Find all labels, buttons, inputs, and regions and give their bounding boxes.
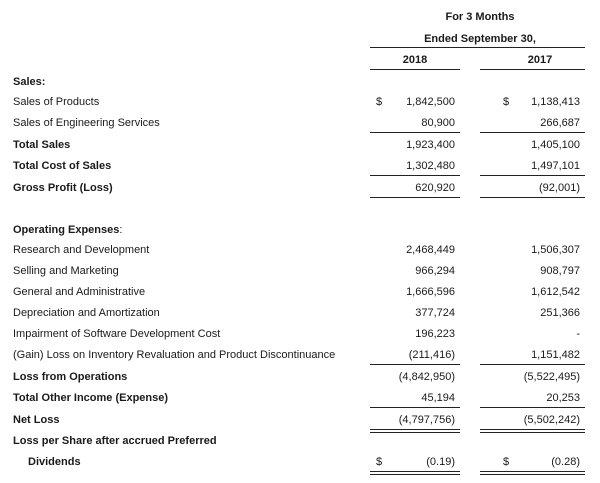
row-label: Net Loss bbox=[13, 414, 60, 426]
value-2018: (0.19) bbox=[426, 456, 455, 468]
value-2017: - bbox=[576, 328, 580, 340]
subtotal-rule-2018 bbox=[370, 407, 460, 408]
value-2018: 1,842,500 bbox=[406, 96, 455, 108]
subtotal-rule-2017 bbox=[480, 175, 585, 176]
dollar-sign-2018: $ bbox=[376, 96, 383, 108]
row-label: Sales of Products bbox=[13, 96, 100, 108]
row-label: Loss from Operations bbox=[13, 371, 128, 383]
value-2018: 620,920 bbox=[415, 182, 455, 194]
value-2017: (92,001) bbox=[539, 182, 580, 194]
net-loss-double-rule-2018 bbox=[370, 429, 460, 433]
subtotal-rule-2018 bbox=[370, 364, 460, 365]
subtotal-rule-2017 bbox=[480, 132, 585, 133]
value-2017: 908,797 bbox=[540, 265, 580, 277]
value-2017: 266,687 bbox=[540, 117, 580, 129]
value-2018: 2,468,449 bbox=[406, 244, 455, 256]
value-2018: 377,724 bbox=[415, 307, 455, 319]
dollar-sign-2018: $ bbox=[376, 456, 383, 468]
row-label: Total Sales bbox=[13, 139, 71, 151]
row-label-colon: : bbox=[119, 224, 123, 236]
header-rule bbox=[370, 47, 585, 48]
subtotal-rule-2017 bbox=[480, 407, 585, 408]
value-2018: 966,294 bbox=[415, 265, 455, 277]
total-rule-2017 bbox=[480, 197, 585, 198]
value-2017: (0.28) bbox=[551, 456, 580, 468]
value-2017: 1,138,413 bbox=[531, 96, 580, 108]
value-2017: 1,497,101 bbox=[531, 160, 580, 172]
value-2018: 196,223 bbox=[415, 328, 455, 340]
year-a-rule bbox=[370, 69, 460, 70]
total-rule-2018 bbox=[370, 197, 460, 198]
period-header-line2: Ended September 30, bbox=[424, 33, 536, 45]
row-label: Loss per Share after accrued Preferred bbox=[13, 435, 217, 447]
subtotal-rule-2018 bbox=[370, 175, 460, 176]
value-2018: 1,302,480 bbox=[406, 160, 455, 172]
dollar-sign-2017: $ bbox=[503, 456, 510, 468]
row-label bbox=[13, 223, 122, 237]
row-label: Impairment of Software Development Cost bbox=[13, 328, 221, 340]
value-2017: (5,502,242) bbox=[523, 414, 580, 426]
row-label: Sales: bbox=[13, 76, 46, 88]
row-label: Sales of Engineering Services bbox=[13, 117, 160, 129]
row-label: Gross Profit (Loss) bbox=[13, 182, 113, 194]
row-label: Total Other Income (Expense) bbox=[13, 392, 169, 404]
value-2018: 1,666,596 bbox=[406, 286, 455, 298]
row-label: Selling and Marketing bbox=[13, 265, 119, 277]
value-2018: 1,923,400 bbox=[406, 139, 455, 151]
value-2017: 20,253 bbox=[546, 392, 580, 404]
value-2017: 1,405,100 bbox=[531, 139, 580, 151]
dollar-sign-2017: $ bbox=[503, 96, 510, 108]
eps-double-rule-2017 bbox=[480, 471, 585, 475]
year-2018-header: 2018 bbox=[402, 54, 428, 66]
subtotal-rule-2018 bbox=[370, 132, 460, 133]
net-loss-double-rule-2017 bbox=[480, 429, 585, 433]
value-2017: 1,612,542 bbox=[531, 286, 580, 298]
value-2017: 1,151,482 bbox=[531, 349, 580, 361]
row-label: General and Administrative bbox=[13, 286, 146, 298]
row-label: Depreciation and Amortization bbox=[13, 307, 160, 319]
value-2018: 80,900 bbox=[421, 117, 455, 129]
value-2018: (4,797,756) bbox=[398, 414, 455, 426]
row-label: Dividends bbox=[28, 456, 81, 468]
row-label-text: Operating Expenses bbox=[13, 224, 120, 236]
year-2017-header: 2017 bbox=[527, 54, 553, 66]
value-2018: (211,416) bbox=[408, 349, 455, 361]
row-label: Research and Development bbox=[13, 244, 150, 256]
year-b-rule bbox=[480, 69, 585, 70]
value-2017: (5,522,495) bbox=[523, 371, 580, 383]
eps-double-rule-2018 bbox=[370, 471, 460, 475]
value-2018: 45,194 bbox=[421, 392, 455, 404]
value-2017: 251,366 bbox=[540, 307, 580, 319]
subtotal-rule-2017 bbox=[480, 364, 585, 365]
value-2017: 1,506,307 bbox=[531, 244, 580, 256]
row-label: Total Cost of Sales bbox=[13, 160, 112, 172]
row-label: (Gain) Loss on Inventory Revaluation and Product Discontinuance bbox=[13, 349, 336, 361]
value-2018: (4,842,950) bbox=[398, 371, 455, 383]
period-header-line1: For 3 Months bbox=[445, 11, 515, 23]
